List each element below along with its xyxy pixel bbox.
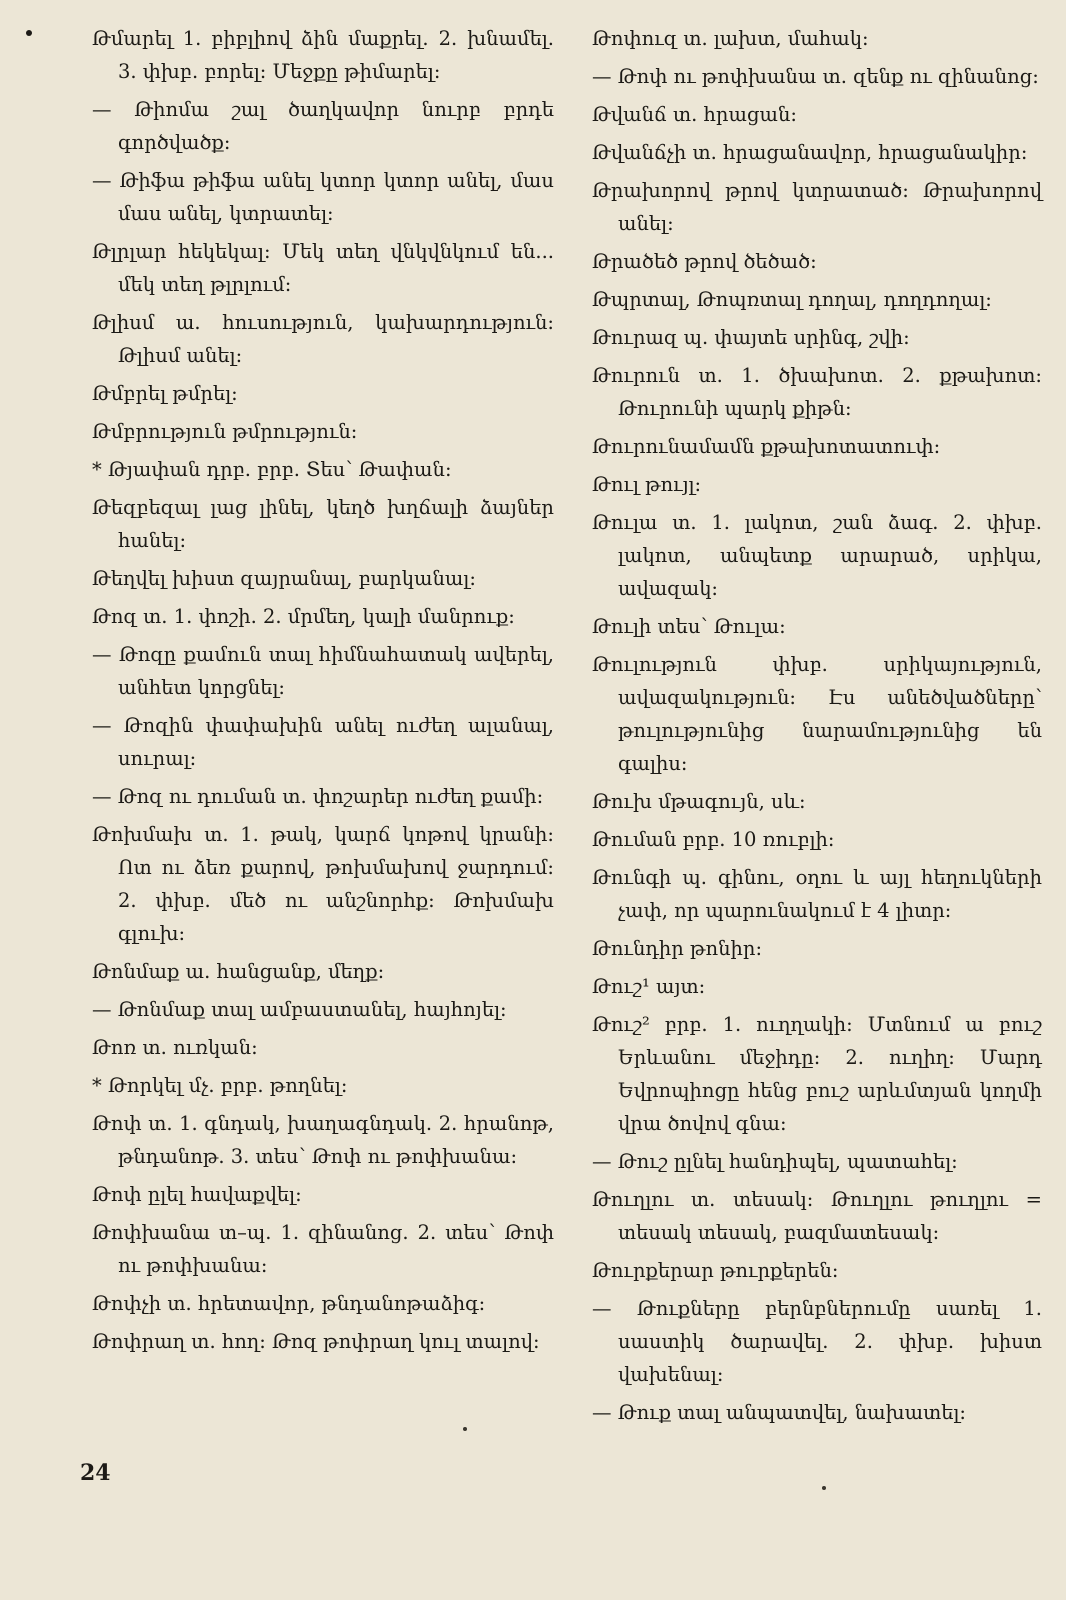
- page-number: 24: [80, 1460, 111, 1486]
- dictionary-entry: Թոփխանա տ–պ. 1. զինանոց. 2. տես՝ Թոփ ու թոփխանա:: [92, 1221, 554, 1277]
- dictionary-entry: — Թուքները բերնբներումը սառել 1. սաստիկ ծարավել. 2. փխբ. խիստ վախենալ:: [592, 1297, 1042, 1386]
- dictionary-entry: Թպրտալ, Թոպռտալ դողալ, դողդողալ:: [592, 288, 992, 311]
- dictionary-entry: * Թյափան դրբ. բրբ. Տես՝ Թափան:: [92, 458, 452, 481]
- dictionary-entry: Թուլա տ. 1. լակոտ, շան ձագ. 2. փխբ. լակոտ, անպետք արարած, սրիկա, ավազակ:: [592, 511, 1042, 600]
- dictionary-entry: Թուխ մթագույն, սև:: [592, 790, 806, 813]
- dictionary-entry: Թուղլու տ. տեսակ: Թուղլու թուղլու = տեսակ տեսակ, բազմատեսակ:: [592, 1188, 1042, 1244]
- dictionary-entry: — Թոփ ու թոփխանա տ. զենք ու զինանոց:: [592, 65, 1039, 88]
- dictionary-entry: Թոնմաք ա. հանցանք, մեղք:: [92, 960, 385, 983]
- dictionary-entry: Թուրունամամն քթախոտատուփ:: [592, 435, 941, 458]
- dictionary-entry: — Թիոմա շալ ծաղկավոր նուրբ բրդե գործվածք:: [92, 98, 554, 154]
- dictionary-entry: Թվանճչի տ. հրացանավոր, հրացանակիր:: [592, 141, 1028, 164]
- dictionary-entry: Թուշ¹ այտ:: [592, 975, 706, 998]
- dictionary-entry: — Թոզ ու դուման տ. փոշարեր ուժեղ քամի:: [92, 785, 544, 808]
- dictionary-entry: Թոփչի տ. հրետավոր, թնդանոթաձիգ:: [92, 1292, 486, 1315]
- dictionary-entry: Թուման բրբ. 10 ռուբլի:: [592, 828, 835, 851]
- dictionary-entry: Թոզ տ. 1. փոշի. 2. մրմեղ, կալի մանրուք:: [92, 605, 515, 628]
- dictionary-entry: — Թիֆա թիֆա անել կտոր կտոր անել, մաս մաս անել, կտրատել:: [92, 169, 554, 225]
- dictionary-entry: Թուլություն փխբ. սրիկայություն, ավազակություն: Էս անեծվածները՝ թուլությունից նարամությունից են գալիս:: [592, 653, 1042, 775]
- dictionary-entry: — Թոզին փափախին անել ուժեղ ալանալ, սուրալ:: [92, 714, 554, 770]
- dictionary-entry: Թվանճ տ. հրացան:: [592, 103, 797, 126]
- dictionary-entry: Թոխմախ տ. 1. թակ, կարճ կոթով կրանի: Ոտ ու ձեռ քարով, թոխմախով ջարդում: 2. փխբ. մեծ ու անշնորհք: Թոխմախ գլուխ:: [92, 823, 554, 945]
- dictionary-entry: Թմբրություն թմրություն:: [92, 420, 358, 443]
- dictionary-entry: Թուլ թույլ:: [592, 473, 702, 496]
- dictionary-entry: Թոռ տ. ուռկան:: [92, 1036, 258, 1059]
- dictionary-entry: Թուլի տես՝ Թուլա:: [592, 615, 786, 638]
- dictionary-entry: Թոփուզ տ. լախտ, մահակ:: [592, 27, 869, 50]
- dictionary-entry: — Թուք տալ անպատվել, նախատել:: [592, 1401, 966, 1424]
- margin-bullet-mark: [26, 30, 32, 36]
- dictionary-entry: Թոփրաղ տ. հող: Թոզ թոփրաղ կուլ տալով:: [92, 1330, 540, 1353]
- dictionary-entry: — Թուշ ըլնել հանդիպել, պատահել:: [592, 1150, 958, 1173]
- dictionary-entry: Թոփ տ. 1. գնդակ, խաղագնդակ. 2. հրանոթ, թնդանոթ. 3. տես՝ Թոփ ու թոփխանա:: [92, 1112, 554, 1168]
- dictionary-entry: Թմարել 1. բիբլիով ձին մաքրել. 2. խնամել. 3. փխբ. բորել: Մեջքը թիմարել:: [92, 27, 554, 83]
- left-column: [92, 22, 554, 1363]
- dictionary-entry: Թունգի պ. գինու, օղու և այլ հեղուկների չափ, որ պարունակում է 4 լիտր:: [592, 866, 1042, 922]
- ink-speck: [822, 1486, 826, 1490]
- dictionary-entry: Թուշ² բրբ. 1. ուղղակի: Մտնում ա բուշ Երևանու մեջիդը: 2. ուղիղ: Մարդ Եվրոպիոցը հենց բուշ արևմտյան կողմի վրա ծովով գնա:: [592, 1013, 1042, 1135]
- dictionary-entry: Թլիսմ ա. հուսություն, կախարդություն: Թլիսմ անել:: [92, 311, 554, 367]
- right-column: [592, 22, 1042, 1434]
- dictionary-entry: Թլրլար հեկեկալ: Մեկ տեղ վնկվնկում են... մեկ տեղ թլրլում:: [92, 240, 554, 296]
- dictionary-entry: Թեզբեզալ լաց լինել, կեղծ խղճալի ձայներ հանել:: [92, 496, 554, 552]
- dictionary-entry: Թմբրել թմրել:: [92, 382, 238, 405]
- dictionary-entry: — Թոնմաք տալ ամբաստանել, հայհոյել:: [92, 998, 507, 1021]
- dictionary-entry: — Թոզը քամուն տալ հիմնահատակ ավերել, անհետ կորցնել:: [92, 643, 554, 699]
- dictionary-entry: Թրախորով թրով կտրատած: Թրախորով անել:: [592, 179, 1042, 235]
- dictionary-entry: Թուրուն տ. 1. ծխախոտ. 2. քթախոտ: Թուրունի պարկ քիթն:: [592, 364, 1042, 420]
- ink-speck: [463, 1427, 467, 1431]
- dictionary-entry: Թոփ ըլել հավաքվել:: [92, 1183, 302, 1206]
- dictionary-entry: Թունդիր թոնիր:: [592, 937, 763, 960]
- dictionary-entry: * Թորկել մչ. բրբ. թողնել:: [92, 1074, 348, 1097]
- dictionary-entry: Թրածեծ թրով ծեծած:: [592, 250, 817, 273]
- dictionary-entry: Թուրազ պ. փայտե սրինգ, շվի:: [592, 326, 910, 349]
- dictionary-entry: Թուրքերար թուրքերեն:: [592, 1259, 839, 1282]
- dictionary-entry: Թեղվել խիստ զայրանալ, բարկանալ:: [92, 567, 476, 590]
